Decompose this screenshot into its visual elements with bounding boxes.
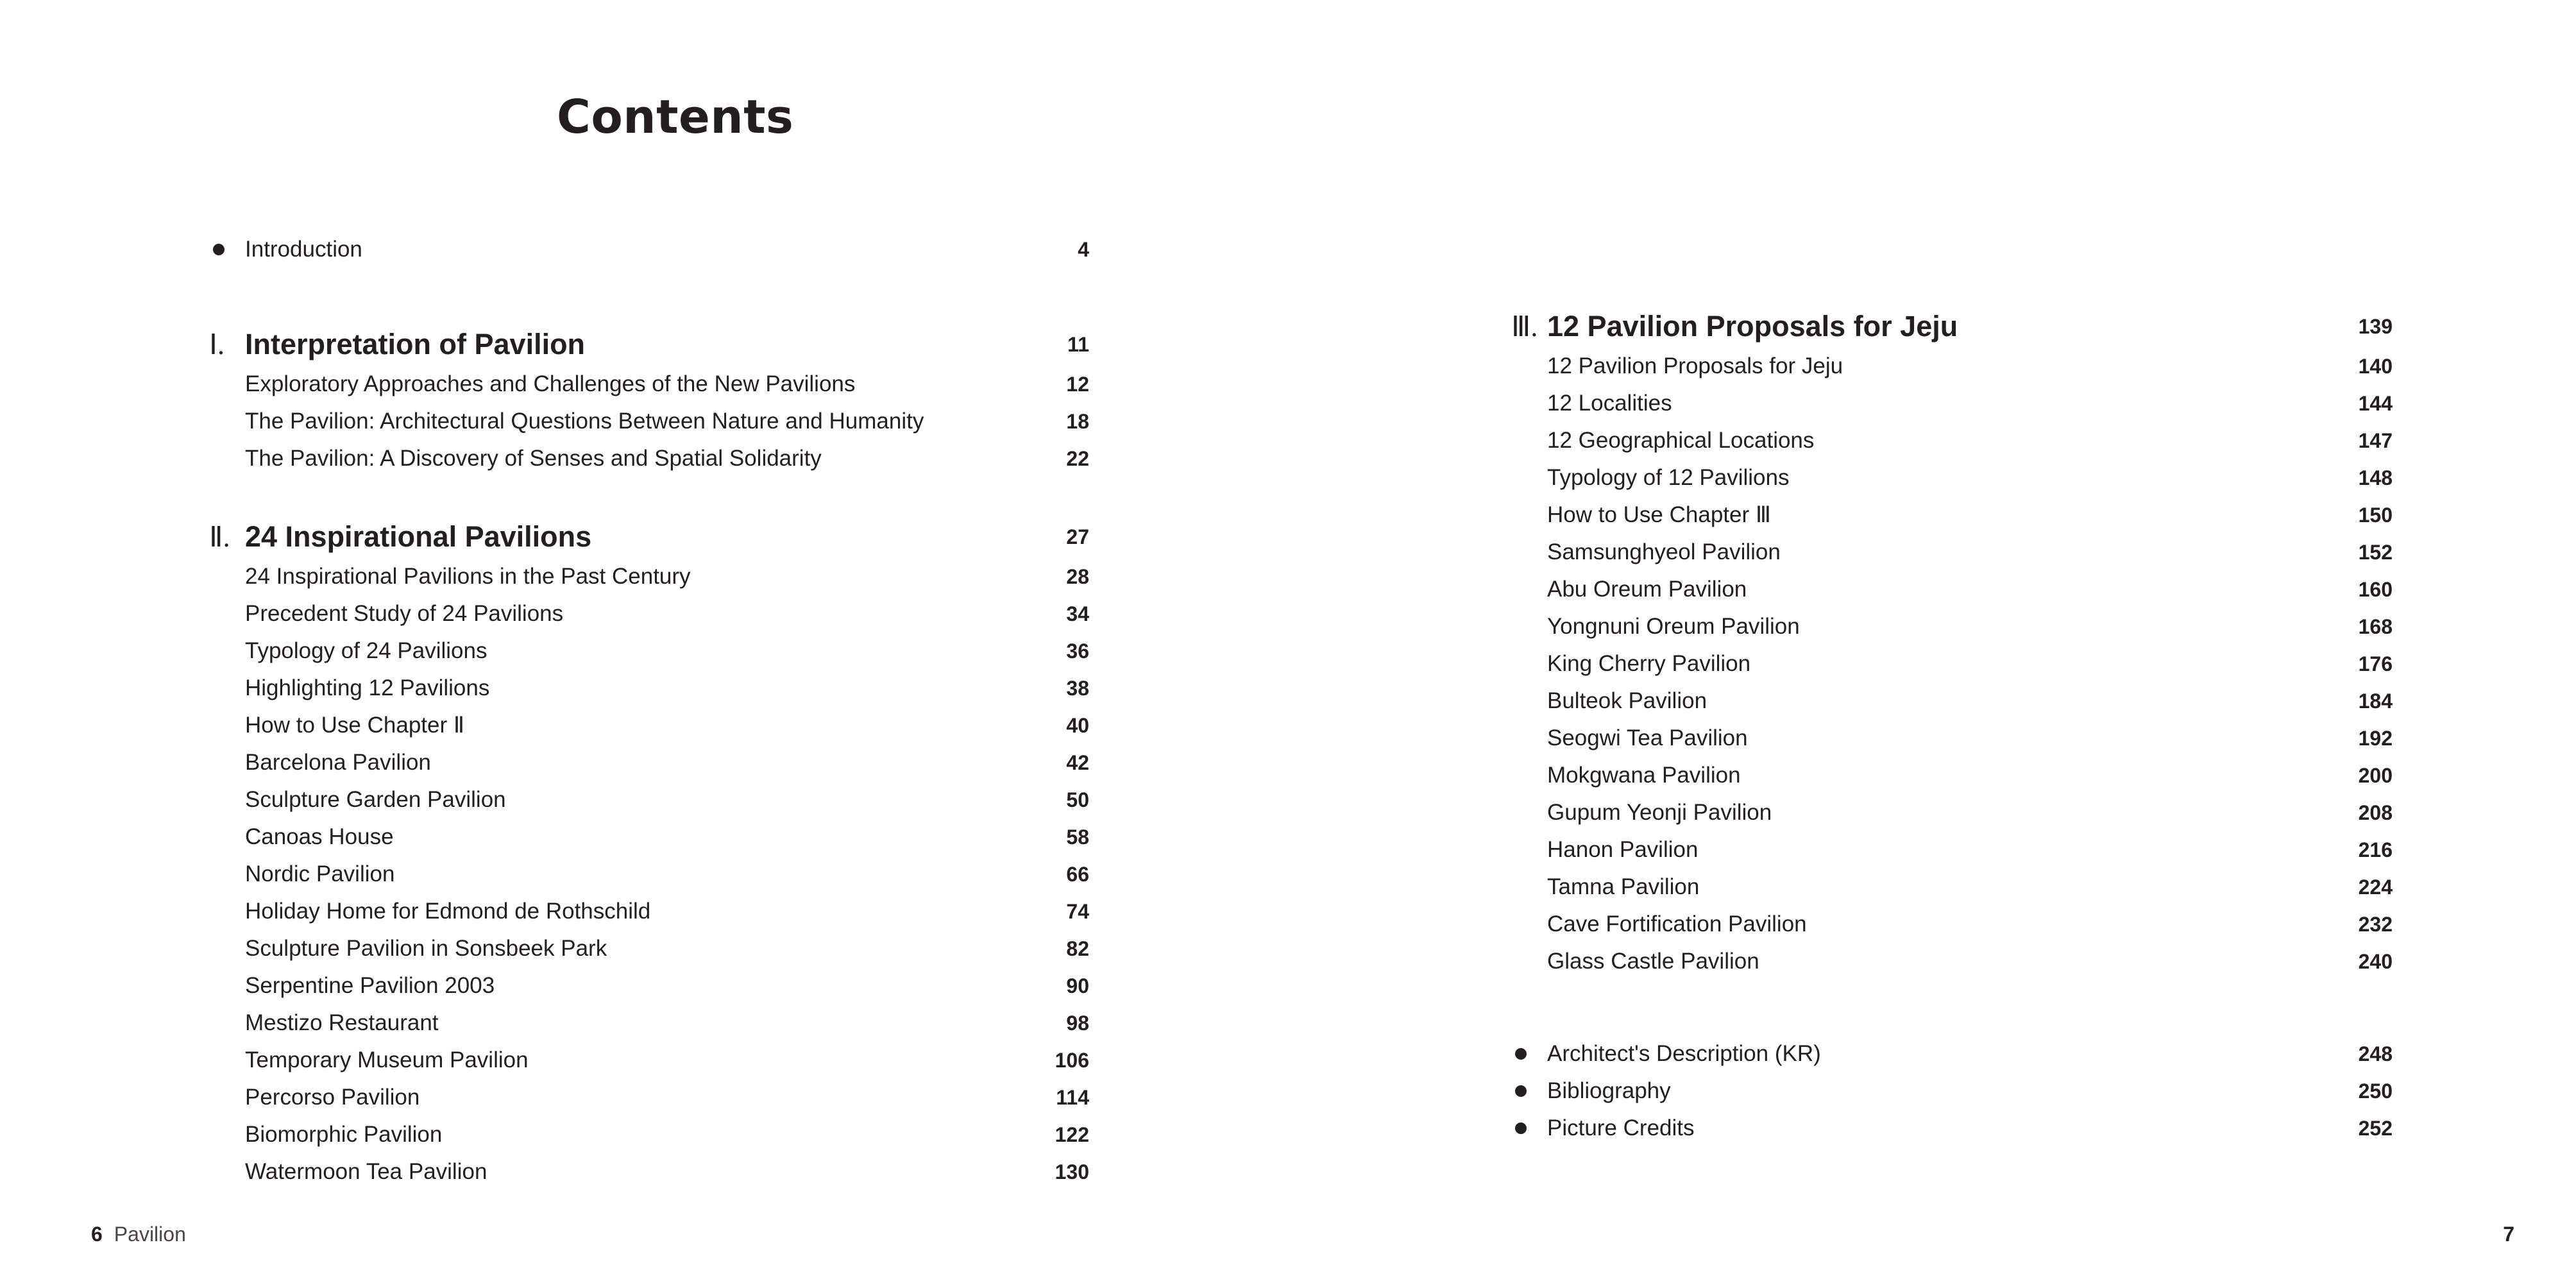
toc-entry[interactable] (1507, 794, 2393, 831)
toc-page-number: 140 (2358, 354, 2393, 378)
toc-page-number: 224 (2358, 875, 2393, 899)
toc-entry-label: Yongnuni Oreum Pavilion (1547, 614, 1800, 639)
toc-entry-label: Sculpture Garden Pavilion (245, 787, 506, 812)
toc-entry-label: Seogwi Tea Pavilion (1547, 725, 1748, 750)
toc-entry-label: Canoas House (245, 824, 394, 849)
right-toc-column (1507, 305, 2393, 1147)
chapter-numeral: Ⅲ. (1511, 310, 1538, 343)
toc-entry-label: Typology of 24 Pavilions (245, 638, 487, 663)
toc-page-number: 176 (2358, 652, 2393, 675)
toc-entry[interactable] (1507, 906, 2393, 943)
toc-page-number: 122 (1055, 1123, 1089, 1146)
toc-entry-appendix[interactable] (1507, 1110, 2393, 1147)
chapter-title: 24 Inspirational Pavilions (245, 520, 592, 553)
toc-page-number: 130 (1055, 1160, 1089, 1183)
toc-page-number: 200 (2358, 763, 2393, 787)
right-page-footer (2503, 1223, 2514, 1246)
chapter-heading-1[interactable] (205, 323, 1089, 366)
toc-page-number: 22 (1066, 446, 1089, 470)
toc-entry[interactable] (205, 1079, 1089, 1116)
toc-entry-label: Biomorphic Pavilion (245, 1122, 443, 1147)
toc-entry[interactable] (1507, 385, 2393, 422)
toc-entry-introduction[interactable] (205, 231, 1089, 268)
toc-page-number: 74 (1066, 899, 1089, 923)
toc-entry-label: Hanon Pavilion (1547, 837, 1699, 862)
page-number: 6 (91, 1223, 103, 1246)
toc-entry-label: Sculpture Pavilion in Sonsbeek Park (245, 936, 607, 961)
toc-entry-label: King Cherry Pavilion (1547, 651, 1751, 676)
toc-page-number: 168 (2358, 614, 2393, 638)
toc-entry-label: Abu Oreum Pavilion (1547, 577, 1747, 602)
bullet-icon (1515, 1085, 1527, 1097)
toc-page-number: 144 (2358, 391, 2393, 415)
toc-page-number: 12 (1066, 372, 1089, 396)
toc-page-number: 250 (2358, 1079, 2393, 1103)
toc-page-number: 38 (1066, 676, 1089, 700)
running-title: Pavilion (114, 1223, 186, 1246)
toc-entry[interactable] (205, 366, 1089, 403)
bullet-icon (213, 244, 225, 255)
toc-page-number: 192 (2358, 726, 2393, 750)
toc-entry-label: The Pavilion: Architectural Questions Between Nature and Humanity (245, 409, 924, 434)
toc-entry[interactable] (1507, 645, 2393, 682)
toc-entry[interactable] (1507, 496, 2393, 534)
toc-entry-label: 24 Inspirational Pavilions in the Past Century (245, 564, 691, 589)
toc-page-number: 50 (1066, 788, 1089, 811)
toc-entry[interactable] (205, 930, 1089, 967)
toc-entry[interactable] (205, 558, 1089, 595)
toc-entry[interactable] (205, 893, 1089, 930)
toc-entry[interactable] (205, 967, 1089, 1004)
toc-page-number: 139 (2358, 314, 2393, 338)
chapter-1-items (205, 366, 1089, 477)
toc-entry[interactable] (205, 744, 1089, 781)
toc-entry-label: Watermoon Tea Pavilion (245, 1159, 487, 1184)
toc-entry[interactable] (1507, 869, 2393, 906)
toc-page-number: 90 (1066, 974, 1089, 997)
toc-page-number: 147 (2358, 428, 2393, 452)
toc-entry-label: Glass Castle Pavilion (1547, 949, 1759, 974)
chapter-3-items (1507, 348, 2393, 980)
toc-entry[interactable] (1507, 682, 2393, 720)
toc-page-number: 248 (2358, 1042, 2393, 1065)
toc-page-number: 36 (1066, 639, 1089, 663)
chapter-title: Interpretation of Pavilion (245, 328, 586, 360)
toc-page-number: 58 (1066, 825, 1089, 849)
toc-page-number: 252 (2358, 1116, 2393, 1140)
bullet-icon (1515, 1048, 1527, 1060)
toc-entry-label: 12 Pavilion Proposals for Jeju (1547, 353, 1843, 378)
toc-page-number: 82 (1066, 936, 1089, 960)
toc-entry-label: Samsunghyeol Pavilion (1547, 539, 1781, 564)
toc-page-number: 40 (1066, 713, 1089, 737)
toc-entry-appendix[interactable] (1507, 1035, 2393, 1072)
toc-entry[interactable] (1507, 608, 2393, 645)
toc-entry-label: Bulteok Pavilion (1547, 688, 1707, 713)
toc-entry[interactable] (205, 595, 1089, 632)
toc-entry[interactable] (1507, 831, 2393, 869)
toc-entry[interactable] (1507, 943, 2393, 980)
toc-entry[interactable] (205, 632, 1089, 670)
toc-page-number: 150 (2358, 503, 2393, 527)
toc-entry-label: How to Use Chapter Ⅱ (245, 713, 465, 738)
contents-title: Contents (557, 90, 794, 144)
toc-entry[interactable] (205, 403, 1089, 440)
toc-page-number: 66 (1066, 862, 1089, 886)
left-page-footer (91, 1223, 186, 1246)
toc-entry-label: Cave Fortification Pavilion (1547, 911, 1807, 936)
chapter-2-items (205, 558, 1089, 1191)
toc-entry-label: How to Use Chapter Ⅲ (1547, 502, 1771, 527)
toc-entry-label: Nordic Pavilion (245, 861, 395, 886)
toc-entry[interactable] (205, 781, 1089, 818)
bullet-icon (1515, 1123, 1527, 1134)
toc-entry-label: Serpentine Pavilion 2003 (245, 973, 495, 998)
toc-page-number: 18 (1066, 409, 1089, 433)
toc-entry-label: Mestizo Restaurant (245, 1010, 439, 1035)
toc-entry-label: Typology of 12 Pavilions (1547, 465, 1790, 490)
toc-page-number: 106 (1055, 1048, 1089, 1072)
toc-entry[interactable] (1507, 720, 2393, 757)
toc-entry-label: Bibliography (1547, 1078, 1671, 1103)
chapter-heading-2[interactable] (205, 516, 1089, 558)
toc-entry-label: Percorso Pavilion (245, 1085, 420, 1110)
toc-page-number: 240 (2358, 949, 2393, 973)
toc-entry-label: Highlighting 12 Pavilions (245, 675, 490, 700)
toc-entry[interactable] (205, 1153, 1089, 1191)
toc-entry[interactable] (205, 1116, 1089, 1153)
toc-entry-label: 12 Localities (1547, 391, 1672, 416)
toc-entry-label: Picture Credits (1547, 1115, 1695, 1140)
toc-entry-label: Tamna Pavilion (1547, 874, 1700, 899)
toc-page-number: 184 (2358, 689, 2393, 713)
chapter-numeral: Ⅱ. (209, 521, 230, 553)
toc-entry[interactable] (1507, 459, 2393, 496)
toc-entry-label: Exploratory Approaches and Challenges of the New Pavilions (245, 371, 856, 396)
left-toc-column (205, 231, 1089, 1191)
toc-page-number: 208 (2358, 801, 2393, 824)
toc-entry[interactable] (1507, 534, 2393, 571)
chapter-heading-3[interactable] (1507, 305, 2393, 348)
toc-entry[interactable] (205, 856, 1089, 893)
toc-page-number: 232 (2358, 912, 2393, 936)
toc-page-number: 160 (2358, 577, 2393, 601)
toc-page-number: 42 (1066, 750, 1089, 774)
toc-entry-label: Precedent Study of 24 Pavilions (245, 601, 564, 626)
page-number: 7 (2503, 1223, 2514, 1246)
toc-entry-label: Temporary Museum Pavilion (245, 1047, 529, 1072)
toc-entry[interactable] (205, 440, 1089, 477)
toc-entry[interactable] (205, 670, 1089, 707)
toc-entry[interactable] (205, 1004, 1089, 1042)
toc-entry[interactable] (205, 707, 1089, 744)
toc-page-number: 216 (2358, 838, 2393, 861)
toc-page-number: 114 (1056, 1085, 1089, 1109)
appendix-list (1507, 1035, 2393, 1147)
toc-page-number: 34 (1066, 602, 1089, 625)
toc-page-number: 28 (1066, 564, 1089, 588)
toc-entry-label: 12 Geographical Locations (1547, 428, 1815, 453)
toc-entry-label: The Pavilion: A Discovery of Senses and Spatial Solidarity (245, 446, 822, 471)
toc-entry[interactable] (1507, 757, 2393, 794)
toc-entry[interactable] (1507, 348, 2393, 385)
toc-entry[interactable] (1507, 571, 2393, 608)
toc-entry-label: Introduction (245, 237, 362, 262)
toc-page-number: 152 (2358, 540, 2393, 564)
toc-entry[interactable] (205, 818, 1089, 856)
toc-entry[interactable] (205, 1042, 1089, 1079)
chapter-title: 12 Pavilion Proposals for Jeju (1547, 310, 1958, 343)
toc-page-number: 11 (1067, 332, 1089, 356)
toc-entry-label: Holiday Home for Edmond de Rothschild (245, 899, 651, 924)
toc-entry-label: Mokgwana Pavilion (1547, 763, 1741, 788)
toc-page-number: 27 (1066, 525, 1089, 548)
chapter-numeral: Ⅰ. (209, 328, 225, 360)
toc-entry-label: Gupum Yeonji Pavilion (1547, 800, 1772, 825)
toc-entry-label: Architect's Description (KR) (1547, 1041, 1821, 1066)
toc-entry[interactable] (1507, 422, 2393, 459)
toc-entry-label: Barcelona Pavilion (245, 750, 431, 775)
toc-page-number: 98 (1066, 1011, 1089, 1035)
toc-page-number: 148 (2358, 466, 2393, 489)
toc-entry-appendix[interactable] (1507, 1072, 2393, 1110)
toc-page-number: 4 (1078, 237, 1089, 261)
